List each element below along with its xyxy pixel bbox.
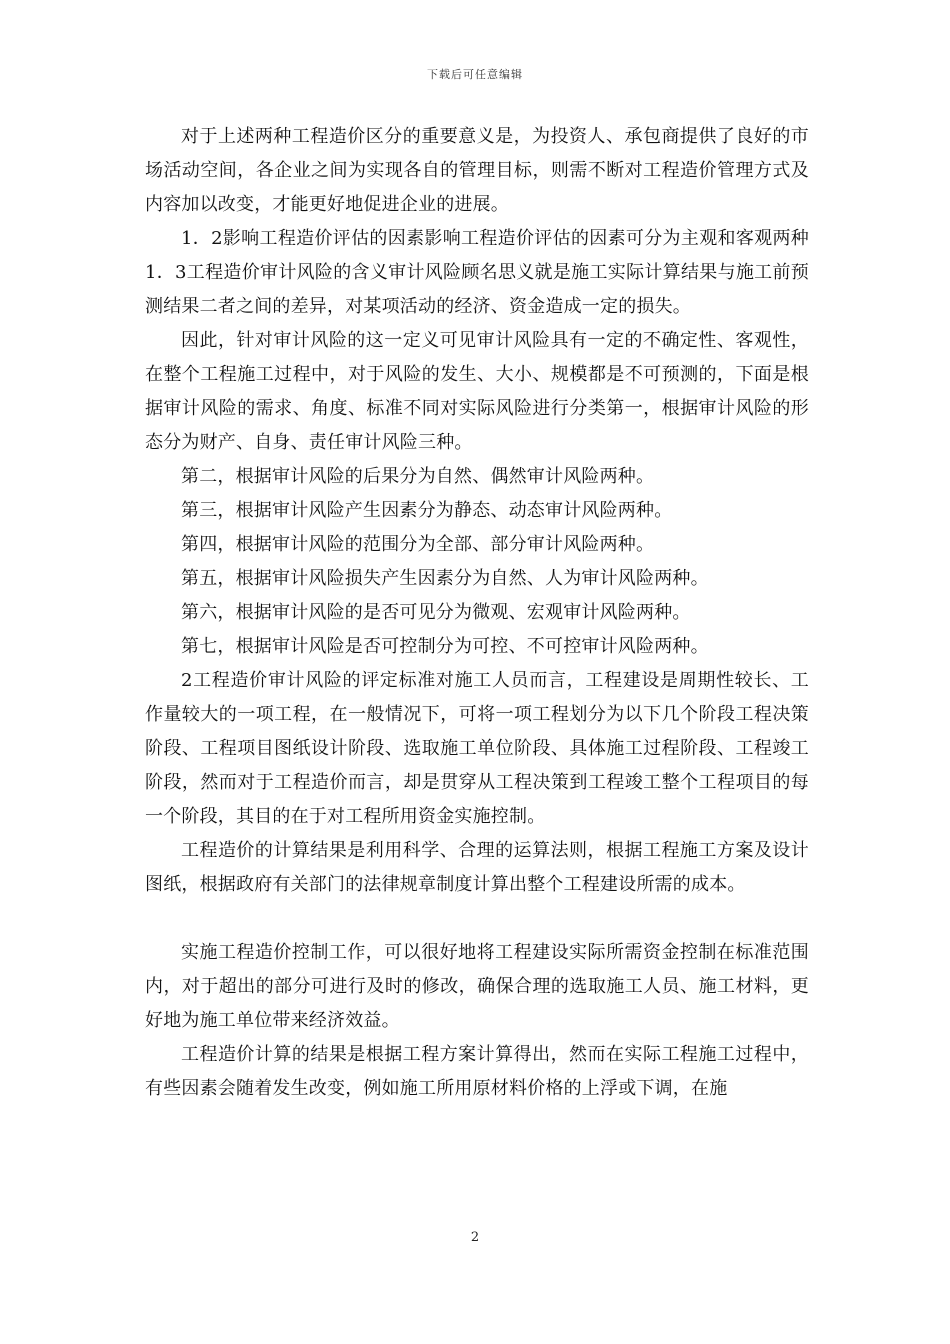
paragraph-spacer (145, 902, 809, 936)
paragraph: 2工程造价审计风险的评定标准对施工人员而言，工程建设是周期性较长、工作量较大的一项工程，在一般情况下，可将一项工程划分为以下几个阶段工程决策阶段、工程项目图纸设计阶段、选取施工单位阶段、具体施工过程阶段、工程竣工阶段，然而对于工程造价而言，却是贯穿从工程决策到工程竣工整个工程项目的每一个阶段，其目的在于对工程所用资金实施控制。 (145, 670, 809, 827)
document-body (145, 120, 809, 1106)
paragraph: 因此，针对审计风险的这一定义可见审计风险具有一定的不确定性、客观性，在整个工程施工过程中，对于风险的发生、大小、规模都是不可预测的，下面是根据审计风险的需求、角度、标准不同对实际风险进行分类第一，根据审计风险的形态分为财产、自身、责任审计风险三种。 (145, 330, 809, 453)
page-number: 2 (470, 1230, 480, 1245)
page-header: 下载后可任意编辑 (427, 68, 523, 81)
paragraph: 第二，根据审计风险的后果分为自然、偶然审计风险两种。 (181, 466, 655, 487)
paragraph: 实施工程造价控制工作，可以很好地将工程建设实际所需资金控制在标准范围内，对于超出的部分可进行及时的修改，确保合理的选取施工人员、施工材料，更好地为施工单位带来经济效益。 (145, 942, 809, 1031)
paragraph: 第五，根据审计风险损失产生因素分为自然、人为审计风险两种。 (181, 568, 709, 589)
paragraph: 第四，根据审计风险的范围分为全部、部分审计风险两种。 (181, 534, 655, 555)
paragraph: 对于上述两种工程造价区分的重要意义是，为投资人、承包商提供了良好的市场活动空间，各企业之间为实现各自的管理目标，则需不断对工程造价管理方式及内容加以改变，才能更好地促进企业的进展。 (145, 126, 809, 215)
paragraph: 工程造价计算的结果是根据工程方案计算得出，然而在实际工程施工过程中，有些因素会随着发生改变，例如施工所用原材料价格的上浮或下调，在施 (145, 1044, 809, 1099)
paragraph: 第三，根据审计风险产生因素分为静态、动态审计风险两种。 (181, 500, 673, 521)
paragraph: 第七，根据审计风险是否可控制分为可控、不可控审计风险两种。 (181, 636, 709, 657)
paragraph: 第六，根据审计风险的是否可见分为微观、宏观审计风险两种。 (181, 602, 691, 623)
paragraph: 工程造价的计算结果是利用科学、合理的运算法则，根据工程施工方案及设计图纸，根据政府有关部门的法律规章制度计算出整个工程建设所需的成本。 (145, 840, 809, 895)
paragraph: 1．2影响工程造价评估的因素影响工程造价评估的因素可分为主观和客观两种 1．3工程造价审计风险的含义审计风险顾名思义就是施工实际计算结果与施工前预测结果二者之间的差异，对某项活动的经济、资金造成一定的损失。 (145, 228, 809, 317)
